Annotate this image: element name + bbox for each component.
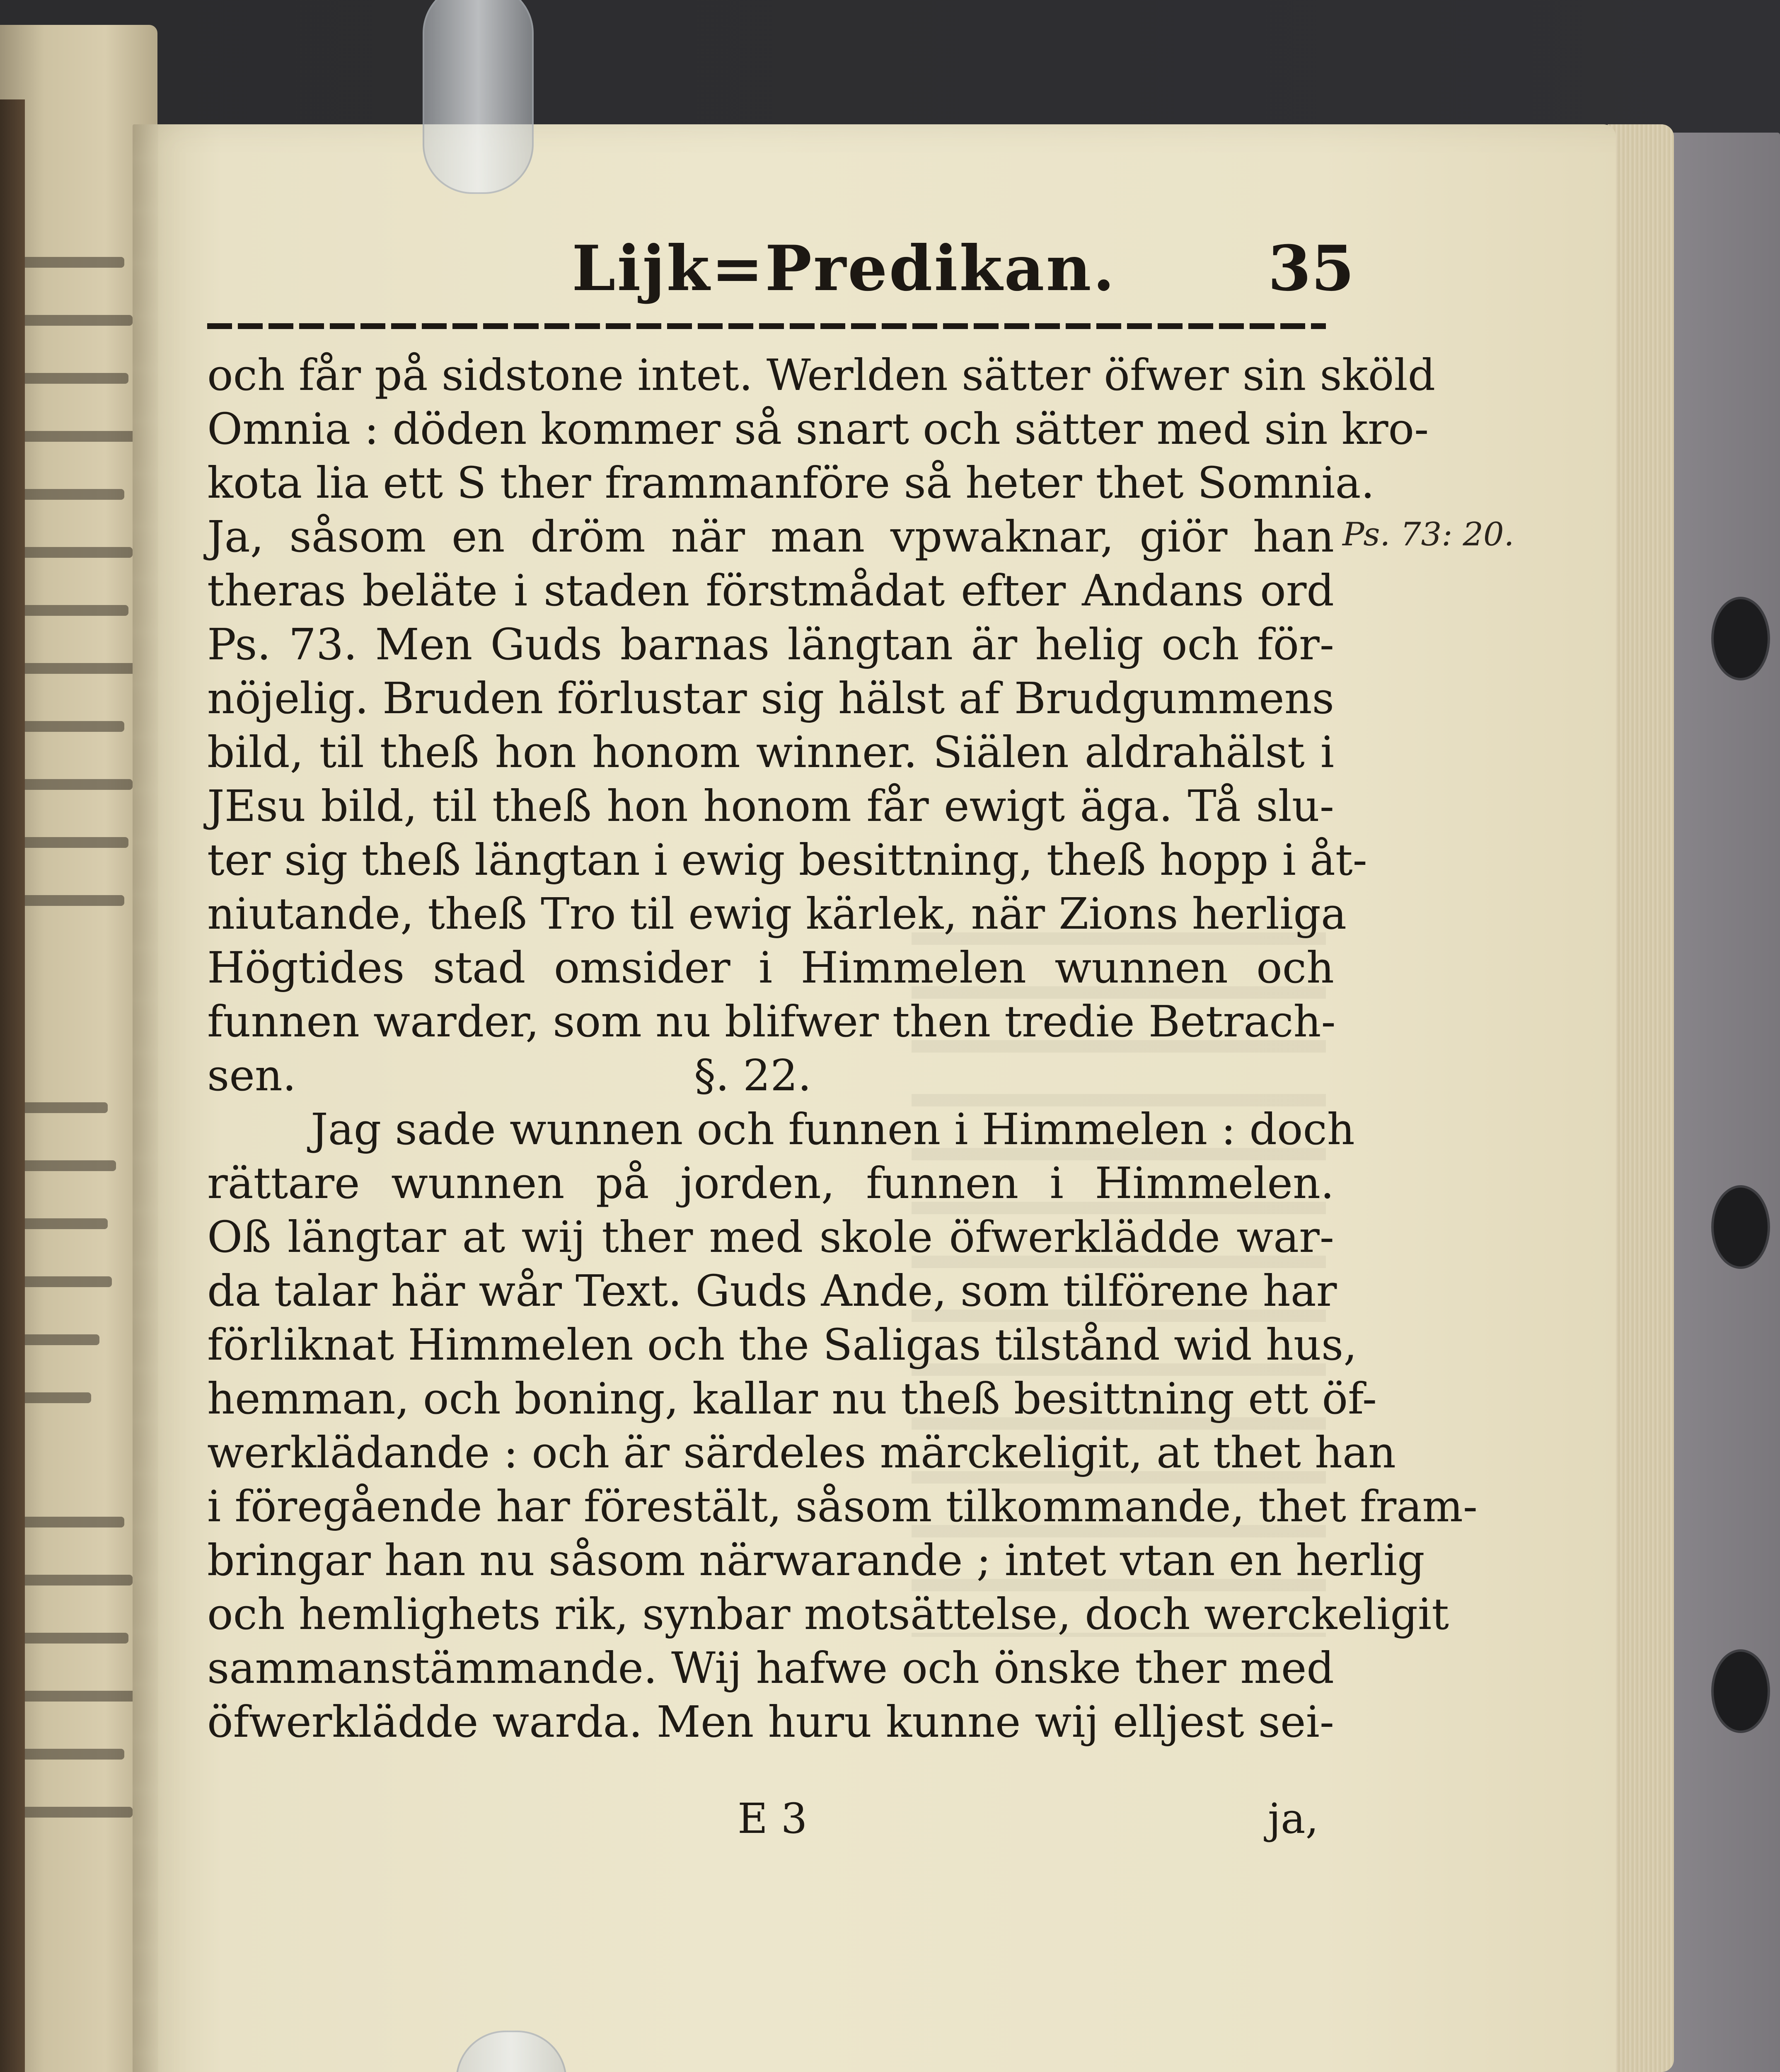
- text-line: Ps. 73. Men Guds barnas längtan är helig och för-: [207, 619, 1334, 670]
- text-line: theras beläte i staden förstmådat efter Andans ord: [207, 565, 1334, 616]
- page-stack-edge: [1608, 124, 1674, 2072]
- text-line: Ja, såsom en dröm när man vpwaknar, giör han: [207, 511, 1334, 562]
- text-line: Omnia : döden kommer så snart och sätter med sin kro-: [207, 404, 1429, 454]
- text-line: Högtides stad omsider i Himmelen wunnen och: [207, 942, 1334, 993]
- text-line: nöjelig. Bruden förlustar sig hälst af Brudgummens: [207, 673, 1334, 724]
- text-line: kota lia ett S ther frammanföre så heter thet Somnia.: [207, 457, 1375, 508]
- text-line: werklädande : och är särdeles märckeligit, at thet han: [207, 1427, 1396, 1478]
- left-cover-edge: [0, 99, 25, 2072]
- text-line: JEsu bild, til theß hon honom får ewigt äga. Tå slu-: [207, 781, 1334, 831]
- text-line: funnen warder, som nu blifwer then tredie Betrach-: [207, 996, 1336, 1047]
- text-line: och hemlighets rik, synbar motsättelse, doch werckeligit: [207, 1589, 1449, 1639]
- text-line: och får på sidstone intet. Werlden sätter öfwer sin sköld: [207, 350, 1436, 400]
- signature-mark: E 3: [738, 1794, 808, 1843]
- text-line: hemman, och boning, kallar nu theß besittning ett öf-: [207, 1373, 1377, 1424]
- catchword: ja,: [1268, 1794, 1319, 1843]
- text-line: ter sig theß längtan i ewig besittning, theß hopp i åt-: [207, 835, 1367, 885]
- page-number: 35: [1268, 232, 1354, 305]
- text-line: Oß längtar at wij ther med skole öfwerklädde war-: [207, 1212, 1334, 1262]
- margin-note: Ps. 73: 20.: [1342, 516, 1514, 553]
- binding-ring: [1711, 1185, 1770, 1269]
- text-line: rättare wunnen på jorden, funnen i Himmelen.: [207, 1158, 1334, 1208]
- text-line: bringar han nu såsom närwarande ; intet vtan en herlig: [207, 1535, 1425, 1585]
- text-line: bild, til theß hon honom winner. Siälen aldrahälst i: [207, 727, 1334, 777]
- section-mark: §. 22.: [694, 1050, 812, 1101]
- text-line: [207, 1048, 1334, 1102]
- top-page-clip: [423, 0, 534, 194]
- text-line: i föregående har förestält, såsom tilkommande, thet fram-: [207, 1481, 1478, 1532]
- running-head: Lijk=Predikan.: [572, 232, 1116, 305]
- text-line-end: sen.: [207, 1050, 296, 1101]
- binding-ring: [1711, 597, 1770, 680]
- text-line: da talar här wår Text. Guds Ande, som tilförene har: [207, 1266, 1337, 1316]
- text-line: sammanstämmande. Wij hafwe och önske ther med: [207, 1643, 1334, 1693]
- text-line: öfwerklädde warda. Men huru kunne wij elljest sei-: [207, 1697, 1334, 1747]
- text-line: förliknat Himmelen och the Saligas tilstånd wid hus,: [207, 1319, 1357, 1370]
- header-rule: [207, 323, 1326, 329]
- text-line: Jag sade wunnen och funnen i Himmelen : doch: [311, 1104, 1355, 1155]
- text-line: niutande, theß Tro til ewig kärlek, när Zions herliga: [207, 888, 1347, 939]
- binding-ring: [1711, 1649, 1770, 1733]
